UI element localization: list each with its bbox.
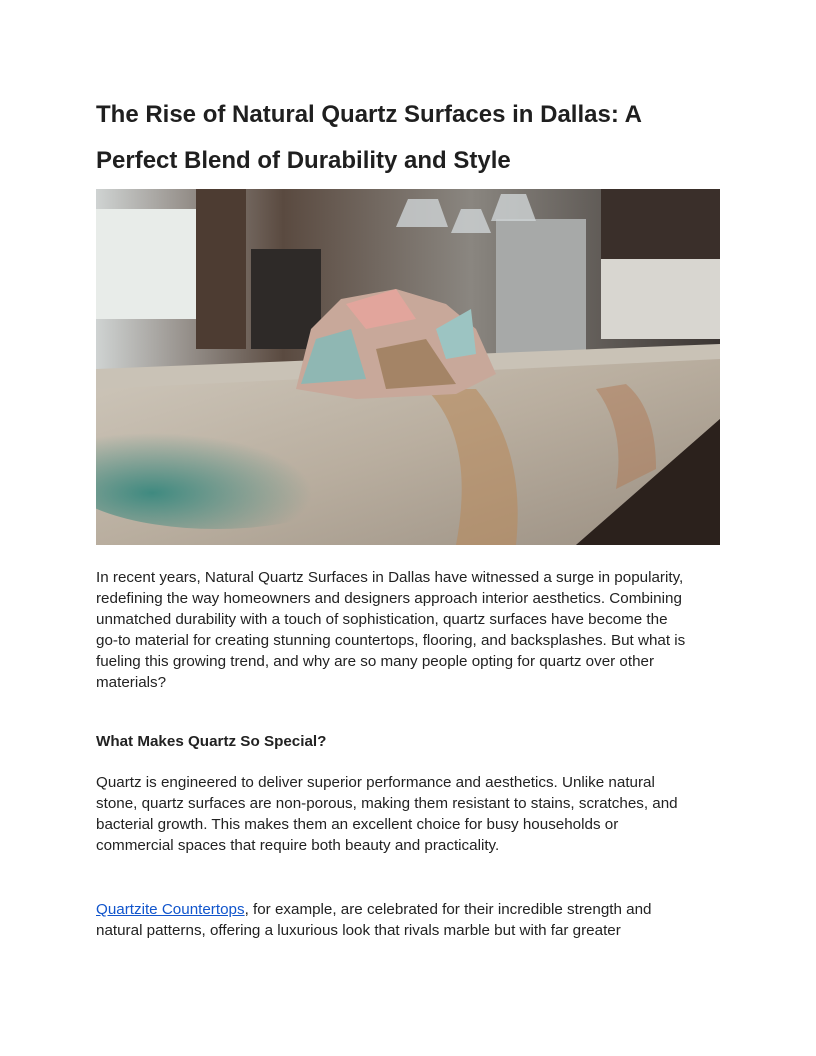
text-line: redefining the way homeowners and designers approach interior aesthetics. Combining [96,590,682,607]
text-line: unmatched durability with a touch of sophistication, quartz surfaces have become the [96,611,668,628]
text-line: natural patterns, offering a luxurious look that rivals marble but with far greater [96,922,621,939]
text-line: Quartz is engineered to deliver superior performance and aesthetics. Unlike natural [96,774,655,791]
text-line: bacterial growth. This makes them an excellent choice for busy households or [96,816,619,833]
section2-paragraph [96,899,652,941]
text-fragment: , for example, are celebrated for their incredible strength and [244,901,652,918]
text-line: materials? [96,674,167,691]
text-line: In recent years, Natural Quartz Surfaces in Dallas have witnessed a surge in popularity, [96,569,684,586]
kitchen-illustration [96,189,720,545]
text-line: stone, quartz surfaces are non-porous, making them resistant to stains, scratches, and [96,795,678,812]
hero-image-quartz-kitchen [96,189,720,545]
text-line: fueling this growing trend, and why are so many people opting for quartz over other [96,653,655,670]
page-title [96,92,736,184]
title-line: The Rise of Natural Quartz Surfaces in Dallas: A [96,101,642,128]
text-line: commercial spaces that require both beauty and practicality. [96,837,500,854]
section-heading: What Makes Quartz So Special? [96,733,327,750]
section1-paragraph [96,772,678,856]
text-line [96,899,652,920]
text-line: go-to material for creating stunning countertops, flooring, and backsplashes. But what is [96,632,686,649]
quartzite-countertops-link[interactable]: Quartzite Countertops [96,901,245,918]
intro-paragraph [96,567,685,693]
title-line: Perfect Blend of Durability and Style [96,147,511,174]
